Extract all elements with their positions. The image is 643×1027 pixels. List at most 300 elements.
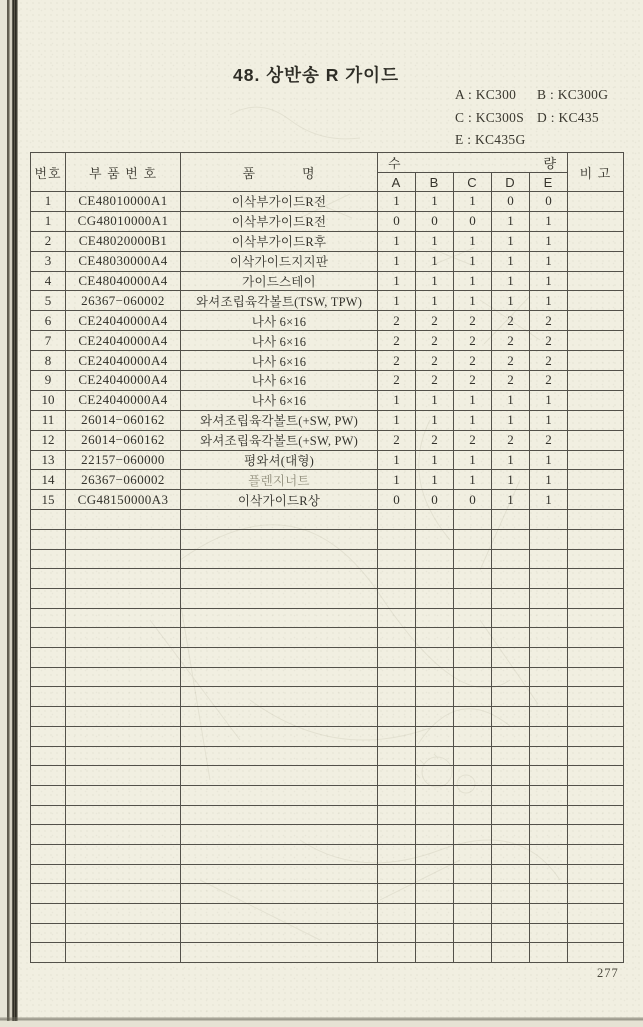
cell-part-name [181, 766, 378, 786]
table-row [31, 410, 624, 430]
cell-part-name [181, 923, 378, 943]
cell-part-name: 와셔조립육각볼트(TSW, TPW) [181, 291, 378, 311]
cell-qty-a [378, 805, 416, 825]
cell-part-no [66, 707, 181, 727]
model-legend [455, 84, 619, 152]
cell-part-no: CE48010000A1 [66, 192, 181, 212]
cell-no [31, 923, 66, 943]
col-header-qty-c: C [454, 173, 492, 192]
table-row [31, 271, 624, 291]
empty-table-row [31, 785, 624, 805]
cell-qty-a [378, 648, 416, 668]
empty-table-row [31, 943, 624, 963]
empty-table-row [31, 726, 624, 746]
cell-no: 6 [31, 311, 66, 331]
cell-qty-c [454, 785, 492, 805]
cell-qty-b [416, 884, 454, 904]
cell-qty-b: 1 [416, 450, 454, 470]
cell-qty-d [492, 785, 530, 805]
cell-qty-b: 2 [416, 430, 454, 450]
cell-qty-a: 2 [378, 311, 416, 331]
cell-qty-b: 1 [416, 271, 454, 291]
cell-qty-c [454, 884, 492, 904]
cell-part-name [181, 687, 378, 707]
cell-qty-d: 1 [492, 410, 530, 430]
cell-no [31, 864, 66, 884]
cell-qty-b: 1 [416, 390, 454, 410]
cell-qty-e: 2 [530, 331, 568, 351]
cell-qty-c: 0 [454, 490, 492, 510]
cell-remarks [568, 844, 624, 864]
cell-qty-a: 2 [378, 430, 416, 450]
cell-qty-d [492, 884, 530, 904]
cell-qty-e [530, 549, 568, 569]
cell-part-no: CE24040000A4 [66, 331, 181, 351]
cell-no: 1 [31, 192, 66, 212]
cell-remarks [568, 628, 624, 648]
cell-remarks [568, 192, 624, 212]
cell-part-no [66, 608, 181, 628]
legend-line [455, 107, 619, 130]
cell-part-name [181, 864, 378, 884]
parts-table [30, 152, 624, 963]
cell-qty-e: 1 [530, 450, 568, 470]
cell-qty-d [492, 628, 530, 648]
cell-remarks [568, 726, 624, 746]
cell-no: 5 [31, 291, 66, 311]
cell-no: 11 [31, 410, 66, 430]
cell-part-no [66, 628, 181, 648]
cell-qty-b [416, 667, 454, 687]
empty-table-row [31, 844, 624, 864]
col-header-qty-d: D [492, 173, 530, 192]
cell-qty-d [492, 904, 530, 924]
cell-part-name [181, 529, 378, 549]
cell-qty-c [454, 923, 492, 943]
cell-qty-a: 2 [378, 331, 416, 351]
table-row [31, 351, 624, 371]
cell-qty-e: 1 [530, 410, 568, 430]
cell-qty-d [492, 726, 530, 746]
cell-qty-b [416, 608, 454, 628]
cell-qty-e: 1 [530, 271, 568, 291]
cell-qty-a: 2 [378, 351, 416, 371]
cell-remarks [568, 569, 624, 589]
cell-part-name: 나사 6×16 [181, 390, 378, 410]
cell-remarks [568, 825, 624, 845]
cell-qty-a [378, 549, 416, 569]
cell-qty-a: 1 [378, 291, 416, 311]
book-binding-edge [0, 0, 18, 1027]
cell-qty-d [492, 667, 530, 687]
cell-part-no [66, 529, 181, 549]
cell-qty-b: 0 [416, 490, 454, 510]
part-name-header-left: 품 [242, 165, 256, 181]
empty-table-row [31, 766, 624, 786]
cell-part-name: 이삭가이드지지판 [181, 251, 378, 271]
cell-remarks [568, 687, 624, 707]
cell-qty-c [454, 864, 492, 884]
part-name-header-right: 명 [302, 165, 316, 181]
cell-qty-c [454, 608, 492, 628]
cell-qty-a [378, 687, 416, 707]
cell-part-no: 26014−060162 [66, 410, 181, 430]
cell-no: 9 [31, 371, 66, 391]
cell-remarks [568, 291, 624, 311]
table-row [31, 251, 624, 271]
cell-qty-b [416, 726, 454, 746]
cell-qty-d [492, 844, 530, 864]
cell-qty-a [378, 785, 416, 805]
cell-remarks [568, 371, 624, 391]
cell-qty-c [454, 943, 492, 963]
cell-qty-c [454, 628, 492, 648]
empty-table-row [31, 884, 624, 904]
cell-qty-c: 2 [454, 430, 492, 450]
cell-remarks [568, 904, 624, 924]
cell-part-no [66, 844, 181, 864]
empty-table-row [31, 864, 624, 884]
legend-line [455, 84, 619, 107]
cell-qty-c [454, 510, 492, 530]
cell-qty-b [416, 923, 454, 943]
cell-qty-b [416, 785, 454, 805]
empty-table-row [31, 923, 624, 943]
empty-table-row [31, 529, 624, 549]
cell-no [31, 844, 66, 864]
cell-part-no [66, 687, 181, 707]
cell-part-name [181, 943, 378, 963]
cell-remarks [568, 864, 624, 884]
cell-part-no [66, 825, 181, 845]
cell-qty-c: 1 [454, 450, 492, 470]
cell-qty-e [530, 825, 568, 845]
cell-qty-c: 2 [454, 331, 492, 351]
table-row [31, 470, 624, 490]
cell-qty-b: 1 [416, 470, 454, 490]
cell-qty-d [492, 569, 530, 589]
cell-qty-b [416, 529, 454, 549]
cell-part-no: CE24040000A4 [66, 390, 181, 410]
cell-part-no: 26014−060162 [66, 430, 181, 450]
cell-qty-b [416, 589, 454, 609]
cell-qty-d: 1 [492, 450, 530, 470]
empty-table-row [31, 648, 624, 668]
cell-part-name: 가이드스테이 [181, 271, 378, 291]
cell-qty-c: 2 [454, 311, 492, 331]
cell-no [31, 510, 66, 530]
cell-no [31, 667, 66, 687]
cell-qty-e [530, 707, 568, 727]
cell-qty-d [492, 687, 530, 707]
table-row [31, 231, 624, 251]
cell-part-no: CE48040000A4 [66, 271, 181, 291]
cell-part-name: 나사 6×16 [181, 351, 378, 371]
cell-qty-b [416, 864, 454, 884]
cell-qty-b [416, 510, 454, 530]
cell-part-no [66, 589, 181, 609]
cell-part-name [181, 884, 378, 904]
cell-qty-c [454, 687, 492, 707]
cell-qty-a [378, 923, 416, 943]
cell-qty-a [378, 628, 416, 648]
cell-part-no [66, 510, 181, 530]
cell-qty-e [530, 785, 568, 805]
cell-remarks [568, 351, 624, 371]
cell-qty-d: 1 [492, 231, 530, 251]
cell-qty-a [378, 707, 416, 727]
cell-qty-e [530, 608, 568, 628]
cell-no: 7 [31, 331, 66, 351]
cell-qty-d: 1 [492, 470, 530, 490]
cell-remarks [568, 923, 624, 943]
cell-qty-a [378, 589, 416, 609]
table-row [31, 450, 624, 470]
cell-remarks [568, 251, 624, 271]
cell-remarks [568, 510, 624, 530]
cell-no [31, 884, 66, 904]
cell-qty-a: 1 [378, 231, 416, 251]
cell-qty-c: 1 [454, 231, 492, 251]
cell-remarks [568, 271, 624, 291]
cell-part-name [181, 805, 378, 825]
cell-qty-a [378, 766, 416, 786]
cell-remarks [568, 311, 624, 331]
legend-line [455, 129, 619, 152]
cell-qty-c: 1 [454, 271, 492, 291]
cell-qty-b [416, 648, 454, 668]
cell-part-name: 나사 6×16 [181, 311, 378, 331]
cell-part-no: CG48150000A3 [66, 490, 181, 510]
legend-entry-d: D : KC435 [537, 109, 599, 125]
table-header-row [31, 153, 624, 173]
empty-table-row [31, 589, 624, 609]
cell-remarks [568, 211, 624, 231]
cell-qty-e [530, 844, 568, 864]
cell-part-name [181, 589, 378, 609]
empty-table-row [31, 687, 624, 707]
empty-table-row [31, 608, 624, 628]
cell-remarks [568, 549, 624, 569]
table-row [31, 390, 624, 410]
cell-remarks [568, 470, 624, 490]
empty-table-row [31, 825, 624, 845]
cell-no: 8 [31, 351, 66, 371]
cell-part-no: CE48020000B1 [66, 231, 181, 251]
table-row [31, 430, 624, 450]
cell-qty-d [492, 746, 530, 766]
cell-part-name: 와셔조립육각볼트(+SW, PW) [181, 410, 378, 430]
cell-part-no: CG48010000A1 [66, 211, 181, 231]
cell-no [31, 569, 66, 589]
cell-qty-a: 1 [378, 410, 416, 430]
cell-qty-e [530, 904, 568, 924]
cell-part-no: CE24040000A4 [66, 351, 181, 371]
cell-qty-e [530, 864, 568, 884]
cell-qty-d: 1 [492, 211, 530, 231]
cell-qty-a: 1 [378, 251, 416, 271]
cell-no [31, 766, 66, 786]
cell-part-no [66, 549, 181, 569]
cell-qty-e [530, 943, 568, 963]
cell-no: 12 [31, 430, 66, 450]
cell-part-no [66, 864, 181, 884]
cell-part-no [66, 569, 181, 589]
qty-header-right: 량 [543, 156, 557, 171]
empty-table-row [31, 510, 624, 530]
cell-qty-d [492, 707, 530, 727]
cell-qty-b [416, 943, 454, 963]
cell-remarks [568, 746, 624, 766]
cell-part-name [181, 667, 378, 687]
empty-table-row [31, 628, 624, 648]
cell-part-name [181, 549, 378, 569]
cell-part-no [66, 943, 181, 963]
cell-qty-c [454, 667, 492, 687]
cell-part-name [181, 746, 378, 766]
legend-entry-c: C : KC300S [455, 109, 525, 125]
cell-qty-c: 1 [454, 251, 492, 271]
cell-qty-c [454, 904, 492, 924]
cell-qty-b [416, 825, 454, 845]
col-header-part-no: 부 품 번 호 [66, 153, 181, 192]
cell-qty-a: 1 [378, 470, 416, 490]
legend-entry-a: A : KC300 [455, 87, 517, 102]
cell-no: 10 [31, 390, 66, 410]
cell-part-name: 이삭부가이드R전 [181, 192, 378, 212]
cell-qty-e: 2 [530, 371, 568, 391]
cell-qty-b: 1 [416, 231, 454, 251]
cell-part-no [66, 785, 181, 805]
cell-qty-c: 1 [454, 470, 492, 490]
table-row [31, 291, 624, 311]
cell-part-no [66, 805, 181, 825]
cell-qty-e [530, 726, 568, 746]
empty-table-row [31, 549, 624, 569]
cell-remarks [568, 707, 624, 727]
cell-part-name [181, 785, 378, 805]
cell-part-no: CE24040000A4 [66, 311, 181, 331]
cell-qty-c: 1 [454, 390, 492, 410]
page-number: 277 [597, 966, 619, 980]
cell-part-name: 와셔조립육각볼트(+SW, PW) [181, 430, 378, 450]
cell-remarks [568, 390, 624, 410]
cell-qty-a: 0 [378, 490, 416, 510]
cell-qty-c [454, 549, 492, 569]
cell-remarks [568, 589, 624, 609]
cell-qty-e: 1 [530, 211, 568, 231]
cell-no: 2 [31, 231, 66, 251]
empty-table-row [31, 746, 624, 766]
cell-qty-c [454, 648, 492, 668]
cell-part-name [181, 628, 378, 648]
cell-qty-a [378, 825, 416, 845]
cell-qty-d [492, 529, 530, 549]
cell-qty-a: 1 [378, 450, 416, 470]
cell-qty-a: 2 [378, 371, 416, 391]
cell-qty-c [454, 805, 492, 825]
cell-no [31, 943, 66, 963]
cell-part-name: 플렌지너트 [181, 470, 378, 490]
cell-qty-d [492, 589, 530, 609]
empty-table-row [31, 707, 624, 727]
cell-qty-d [492, 825, 530, 845]
cell-qty-a: 1 [378, 390, 416, 410]
cell-qty-a [378, 943, 416, 963]
cell-part-name [181, 608, 378, 628]
cell-qty-e [530, 569, 568, 589]
cell-qty-e: 1 [530, 470, 568, 490]
cell-remarks [568, 608, 624, 628]
cell-no: 14 [31, 470, 66, 490]
cell-qty-d [492, 510, 530, 530]
cell-qty-d: 1 [492, 291, 530, 311]
cell-qty-c [454, 726, 492, 746]
cell-qty-c [454, 589, 492, 609]
cell-qty-b: 2 [416, 371, 454, 391]
cell-qty-b [416, 549, 454, 569]
cell-qty-d [492, 923, 530, 943]
cell-no [31, 805, 66, 825]
cell-qty-e [530, 628, 568, 648]
cell-remarks [568, 805, 624, 825]
cell-qty-b [416, 628, 454, 648]
cell-part-name [181, 825, 378, 845]
cell-qty-d [492, 766, 530, 786]
cell-part-name: 이삭부가이드R후 [181, 231, 378, 251]
table-row [31, 192, 624, 212]
cell-remarks [568, 943, 624, 963]
col-header-qty [378, 153, 568, 173]
page-title: 48. 상반송 R 가이드 [233, 65, 399, 85]
cell-qty-e [530, 648, 568, 668]
cell-no [31, 529, 66, 549]
cell-qty-b: 1 [416, 410, 454, 430]
cell-qty-e: 1 [530, 490, 568, 510]
cell-qty-a [378, 864, 416, 884]
cell-no [31, 589, 66, 609]
col-header-remarks: 비 고 [568, 153, 624, 192]
cell-qty-a [378, 529, 416, 549]
cell-no [31, 707, 66, 727]
cell-qty-a [378, 726, 416, 746]
cell-qty-d [492, 943, 530, 963]
cell-qty-e: 0 [530, 192, 568, 212]
cell-qty-d [492, 805, 530, 825]
cell-part-no: CE24040000A4 [66, 371, 181, 391]
cell-qty-e [530, 589, 568, 609]
cell-qty-e: 2 [530, 351, 568, 371]
col-header-part-name [181, 153, 378, 192]
cell-qty-b: 1 [416, 192, 454, 212]
cell-qty-b: 1 [416, 251, 454, 271]
cell-qty-e [530, 884, 568, 904]
cell-part-name [181, 648, 378, 668]
cell-no [31, 648, 66, 668]
cell-qty-e [530, 529, 568, 549]
cell-qty-d: 2 [492, 331, 530, 351]
cell-qty-c: 2 [454, 351, 492, 371]
cell-remarks [568, 450, 624, 470]
cell-qty-c [454, 844, 492, 864]
table-row [31, 371, 624, 391]
cell-qty-e [530, 805, 568, 825]
cell-no [31, 904, 66, 924]
cell-qty-e: 1 [530, 251, 568, 271]
cell-qty-c [454, 707, 492, 727]
cell-remarks [568, 410, 624, 430]
cell-remarks [568, 490, 624, 510]
